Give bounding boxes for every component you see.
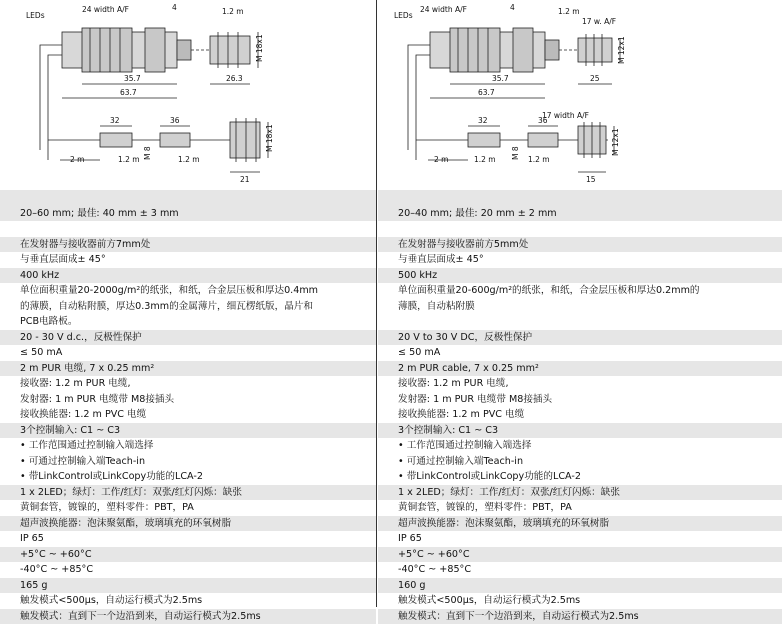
right-label-d2m: 2 m <box>434 155 448 164</box>
right-spec-row: 3个控制输入: C1 ~ C3 <box>378 423 782 439</box>
right-label-m12b: M 12x1 <box>611 128 620 156</box>
right-label-leds: LEDs <box>394 11 413 20</box>
right-spec-row: ≤ 50 mA <box>378 345 782 361</box>
left-spec-row: 的薄膜，自动粘附膜，厚达0.3mm的金属薄片，细瓦楞纸版，晶片和 <box>0 299 376 315</box>
left-spec-row: 黄铜套管，镀镍的，塑料零件：PBT，PA <box>0 500 376 516</box>
right-spec-row: • 带LinkControl或LinkCopy功能的LCA-2 <box>378 469 782 485</box>
left-spec-row: 20 - 30 V d.c.，反极性保护 <box>0 330 376 346</box>
left-label-m18: M 18x1 <box>255 34 264 62</box>
right-spec-row: 与垂直层面成± 45° <box>378 252 782 268</box>
left-label-d21: 21 <box>240 175 250 184</box>
right-spec-row: 黄铜套管，镀镍的，塑料零件：PBT，PA <box>378 500 782 516</box>
left-sensor-drawing-svg <box>0 0 376 190</box>
right-spec-row: 单位面积重量20-600g/m²的纸张，和纸，合金层压板和厚达0.2mm的 <box>378 283 782 299</box>
right-spec-row: 1 x 2LED；绿灯：工作/红灯：双张/红灯闪烁：缺张 <box>378 485 782 501</box>
left-spec-row: 触发模式<500µs，自动运行模式为2.5ms <box>0 593 376 609</box>
right-spec-row: IP 65 <box>378 531 782 547</box>
right-label-m12: M 12x1 <box>617 36 626 64</box>
left-spec-row: 接收换能器: 1.2 m PVC 电缆 <box>0 407 376 423</box>
left-spec-row: 触发模式：直到下一个边沿到来，自动运行模式为2.5ms <box>0 609 376 624</box>
left-spec-row: ≤ 50 mA <box>0 345 376 361</box>
left-label-dim12: 1.2 m <box>222 7 244 16</box>
right-spec-row: 接收换能器: 1.2 m PVC 电缆 <box>378 407 782 423</box>
right-spec-row: 触发模式：直到下一个边沿到来，自动运行模式为2.5ms <box>378 609 782 624</box>
right-label-wrench: 24 width A/F <box>420 5 467 14</box>
left-spec-row: 在发射器与接收器前方7mm处 <box>0 237 376 253</box>
right-label-dim12: 1.2 m <box>558 7 580 16</box>
left-label-d637: 63.7 <box>120 88 137 97</box>
left-spec-row: 接收器: 1.2 m PUR 电缆, <box>0 376 376 392</box>
right-label-wrench17: 17 w. A/F <box>582 17 616 26</box>
right-label-d32: 32 <box>478 116 488 125</box>
left-spec-row: PCB电路板。 <box>0 314 376 330</box>
left-spec-row: 1 x 2LED；绿灯：工作/红灯：双张/红灯闪烁：缺张 <box>0 485 376 501</box>
left-label-m8: M 8 <box>143 146 152 160</box>
right-column <box>378 0 782 607</box>
right-label-d637: 63.7 <box>478 88 495 97</box>
column-divider <box>376 0 377 607</box>
right-label-d36: 36 <box>538 116 548 125</box>
right-label-wrench17b: 17 width A/F <box>542 111 589 120</box>
left-spec-row <box>0 190 376 206</box>
right-dimension-drawing <box>378 0 782 190</box>
right-label-d12b: 1.2 m <box>474 155 496 164</box>
left-label-d12b: 1.2 m <box>118 155 140 164</box>
left-spec-row: -40°C ~ +85°C <box>0 562 376 578</box>
left-label-d263: 26.3 <box>226 74 243 83</box>
right-spec-row: • 工作范围通过控制输入端选择 <box>378 438 782 454</box>
left-spec-row <box>0 221 376 237</box>
right-spec-rows <box>378 190 782 624</box>
right-spec-row: • 可通过控制输入端Teach-in <box>378 454 782 470</box>
right-label-d12c: 1.2 m <box>528 155 550 164</box>
right-spec-row: 薄膜，自动粘附膜 <box>378 299 782 315</box>
left-dimension-drawing <box>0 0 376 190</box>
left-spec-row: 3个控制输入: C1 ~ C3 <box>0 423 376 439</box>
left-spec-row: • 工作范围通过控制输入端选择 <box>0 438 376 454</box>
left-label-d357: 35.7 <box>124 74 141 83</box>
left-spec-row: 单位面积重量20-2000g/m²的纸张，和纸，合金层压板和厚达0.4mm <box>0 283 376 299</box>
left-spec-row: 发射器: 1 m PUR 电缆带 M8接插头 <box>0 392 376 408</box>
left-label-d12c: 1.2 m <box>178 155 200 164</box>
left-column <box>0 0 376 607</box>
left-label-d2m: 2 m <box>70 155 84 164</box>
right-label-dim4: 4 <box>510 3 515 12</box>
left-spec-row: • 可通过控制输入端Teach-in <box>0 454 376 470</box>
left-label-leds: LEDs <box>26 11 45 20</box>
left-label-d36: 36 <box>170 116 180 125</box>
right-spec-row: 超声波换能器：泡沫聚氨酯，玻璃填充的环氧树脂 <box>378 516 782 532</box>
right-sensor-drawing-svg <box>378 0 782 190</box>
left-label-dim4: 4 <box>172 3 177 12</box>
left-spec-row: 与垂直层面成± 45° <box>0 252 376 268</box>
right-label-d25: 25 <box>590 74 600 83</box>
left-label-d32: 32 <box>110 116 120 125</box>
left-spec-row: +5°C ~ +60°C <box>0 547 376 563</box>
right-label-m8: M 8 <box>511 146 520 160</box>
right-spec-row: +5°C ~ +60°C <box>378 547 782 563</box>
right-spec-row: -40°C ~ +85°C <box>378 562 782 578</box>
left-spec-row: IP 65 <box>0 531 376 547</box>
left-label-wrench: 24 width A/F <box>82 5 129 14</box>
left-spec-row: 20–60 mm; 最佳: 40 mm ± 3 mm <box>0 206 376 222</box>
right-spec-row: 160 g <box>378 578 782 594</box>
left-spec-row: 超声波换能器：泡沫聚氨酯，玻璃填充的环氧树脂 <box>0 516 376 532</box>
left-spec-row: • 带LinkControl或LinkCopy功能的LCA-2 <box>0 469 376 485</box>
right-spec-row <box>378 314 782 330</box>
right-spec-row: 接收器: 1.2 m PUR 电缆, <box>378 376 782 392</box>
left-label-m18b: M 18x1 <box>265 124 274 152</box>
left-spec-row: 165 g <box>0 578 376 594</box>
right-label-d357: 35.7 <box>492 74 509 83</box>
left-spec-row: 2 m PUR 电缆, 7 x 0.25 mm² <box>0 361 376 377</box>
right-spec-row <box>378 190 782 206</box>
right-spec-row: 20 V to 30 V DC，反极性保护 <box>378 330 782 346</box>
right-spec-row: 在发射器与接收器前方5mm处 <box>378 237 782 253</box>
left-spec-rows <box>0 190 376 624</box>
right-spec-row: 2 m PUR cable, 7 x 0.25 mm² <box>378 361 782 377</box>
right-label-d15: 15 <box>586 175 596 184</box>
right-spec-row: 触发模式<500µs，自动运行模式为2.5ms <box>378 593 782 609</box>
right-spec-row <box>378 221 782 237</box>
right-spec-row: 发射器: 1 m PUR 电缆带 M8接插头 <box>378 392 782 408</box>
left-spec-row: 400 kHz <box>0 268 376 284</box>
right-spec-row: 500 kHz <box>378 268 782 284</box>
right-spec-row: 20–40 mm; 最佳: 20 mm ± 2 mm <box>378 206 782 222</box>
